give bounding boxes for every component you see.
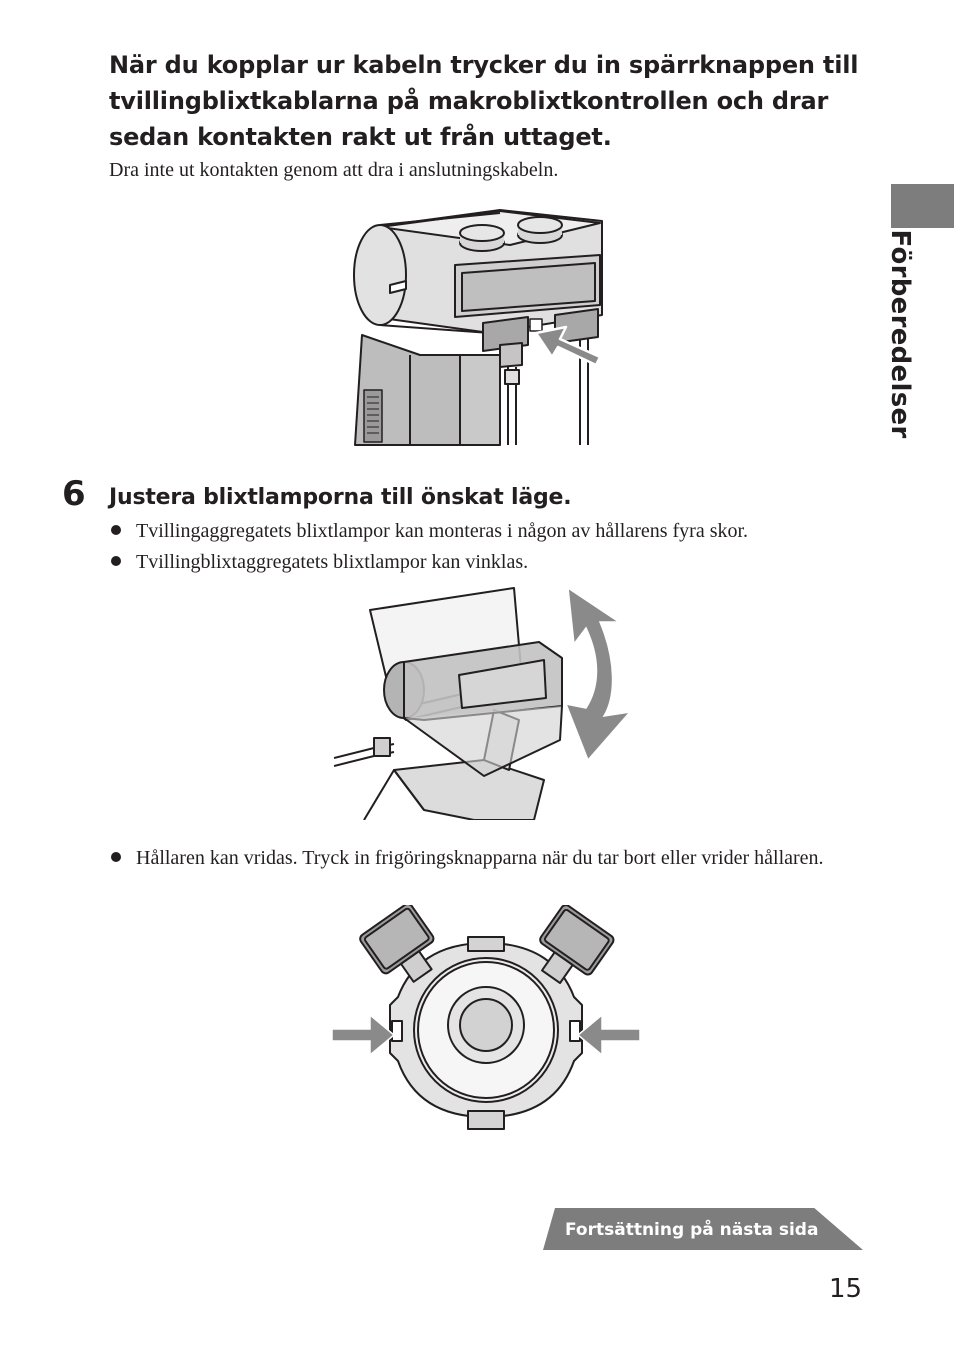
page-number: 15 xyxy=(829,1274,863,1304)
section-tab-marker xyxy=(891,184,954,228)
bullet-item xyxy=(109,547,869,577)
holder-rotate-illustration xyxy=(330,905,642,1135)
bullet-item xyxy=(109,516,869,546)
macro-flash-controller-illustration xyxy=(350,205,610,447)
bullet-text: Tvillingaggregatets blixtlampor kan monteras i någon av hållarens fyra skor. xyxy=(136,520,749,542)
section-tab-label: Förberedelser xyxy=(885,229,915,439)
step-number: 6 xyxy=(62,474,86,514)
bullet-text: Hållaren kan vridas. Tryck in frigöringsknapparna när du tar bort eller vrider hållaren. xyxy=(136,847,824,869)
instruction-heading: När du kopplar ur kabeln trycker du in spärrknappen till tvillingblixtkablarna på makroblixtkontrollen och drar sedan kontakten rakt ut från uttaget. xyxy=(109,51,859,151)
bullet-item xyxy=(109,843,839,873)
bullet-dot xyxy=(111,525,121,535)
bullet-text: Tvillingblixtaggregatets blixtlampor kan vinklas. xyxy=(136,551,529,573)
flash-tilt-illustration xyxy=(334,580,636,820)
instruction-note: Dra inte ut kontakten genom att dra i anslutningskabeln. xyxy=(109,159,559,181)
continue-label: Fortsättning på nästa sida xyxy=(565,1220,819,1240)
bullet-dot xyxy=(111,556,121,566)
step-title: Justera blixtlamporna till önskat läge. xyxy=(109,485,572,510)
bullet-dot xyxy=(111,852,121,862)
